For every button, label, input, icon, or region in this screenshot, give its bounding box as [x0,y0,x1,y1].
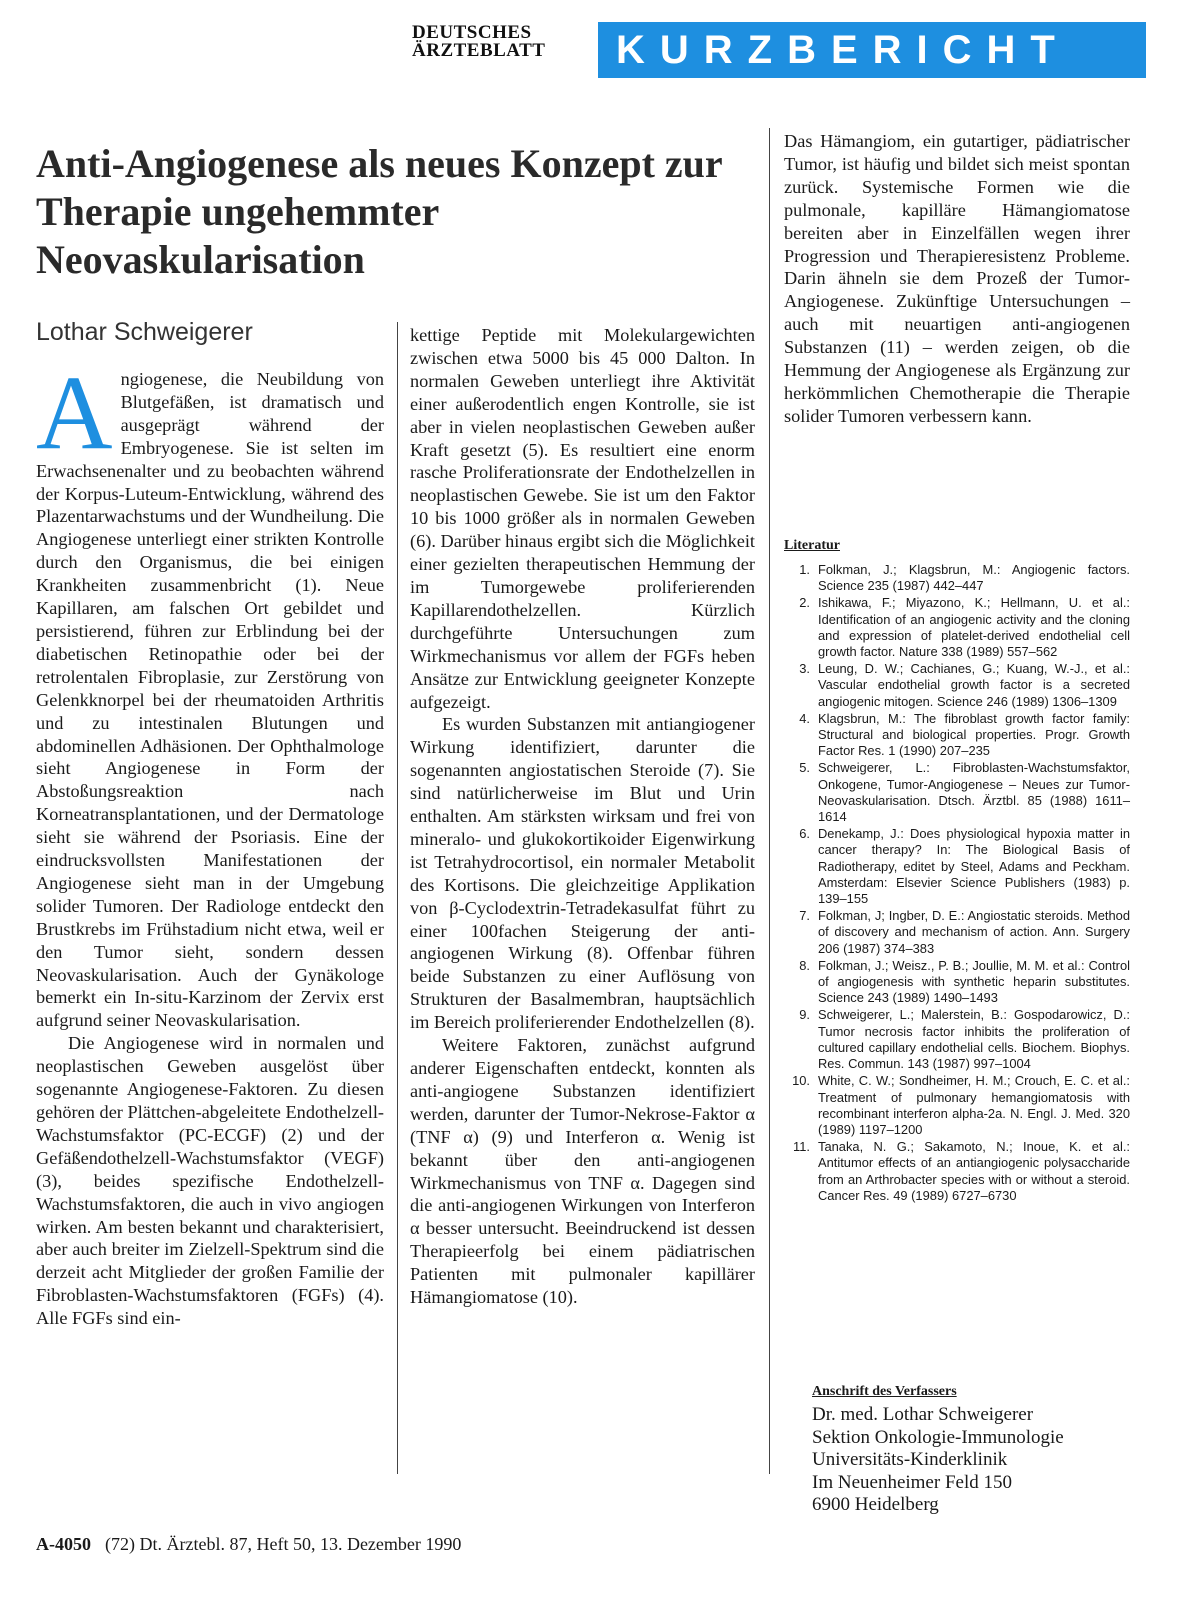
column-rule-2 [769,128,770,1474]
reference-number: 8. [799,957,810,973]
reference-item [784,1073,1130,1138]
address-line: 6900 Heidelberg [812,1494,939,1515]
section-label: KURZBERICHT [598,22,1146,78]
reference-text: Leung, D. W.; Cachianes, G.; Kuang, W.-J., et al.: Vascular endothelial growth factor is a secreted angiogenic mitogen. Science 246 (1989) 1306–1309 [818,661,1130,709]
paragraph-1 [36,354,384,1032]
reference-number: 2. [799,595,810,611]
article-title: Anti-Angiogenese als neues Konzept zur Therapie ungehemmter Neovaskularisation [36,141,722,282]
author-address [812,1404,1064,1517]
reference-text: Denekamp, J.: Does physiological hypoxia matter in cancer therapy? In: The Biological Basis of Radiotherapy, editet by Steel, Adams and Peckham. Amsterdam: Elsevier Science Publishers (1983) p. 139–155 [818,826,1130,907]
paragraph-2: Die Angiogenese wird in normalen und neoplastischen Geweben ausgelöst über sogenannte Angiogenese-Faktoren. Zu diesen gehören der Plättchen-abgeleitete Endothelzell-Wachstumsfaktor (PC-ECGF) (2) und der Gefäßendothelzell-Wachstumsfaktor (VEGF) (3), beides spezifische Endothelzell-Wachstumsfaktoren, die auch in vivo angiogen wirken. Am besten bekannt und charakterisiert, aber auch breiter im Zielzell-Spektrum sind die derzeit acht Mitglieder der großen Familie der Fibroblasten-Wachstumsfaktoren (FGFs) (4). Alle FGFs sind ein- [36,1033,384,1329]
paragraph-3: kettige Peptide mit Molekulargewichten zwischen etwa 5000 bis 45 000 Dalton. In normalen Geweben unterliegt ihre Aktivität einer außerodentlich engen Kontrolle, sie ist aber in vielen neoplastischen Geweben außer Kraft gesetzt (5). Es resultiert eine enorm rasche Proliferationsrate der Endothelzellen in neoplastischen Gewebe. Sie ist um den Faktor 10 bis 1000 größer als in normalen Geweben (6). Darüber hinaus ergibt sich die Möglichkeit einer gezielten therapeutischen Hemmung der im Tumorgewebe proliferierenden Kapillarendothelzellen. Kürzlich durchgeführte Untersuchungen zum Wirkmechanismus vor allem der FGFs heben Ansätze zur Entwicklung geeigneter Konzepte aufgezeigt. [410,325,755,712]
address-line: Dr. med. Lothar Schweigerer [812,1404,1034,1425]
address-line: Im Neuenheimer Feld 150 [812,1471,1012,1493]
reference-item [784,562,1130,594]
reference-number: 11. [793,1139,810,1155]
masthead-line-2: ÄRZTEBLATT [412,40,546,61]
reference-text: Folkman, J.; Klagsbrun, M.: Angiogenic factors. Science 235 (1987) 442–447 [818,562,1130,594]
page-number: A-4050 [36,1534,91,1554]
paragraph-4: Es wurden Substanzen mit antiangiogener Wirkung identifiziert, darunter die sogenannten angiostatischen Steroide (7). Sie sind natürlicherweise im Blut und Urin enthalten. Am stärksten wirksam und frei von mineralo- und glukokortikoider Eigenwirkung ist Tetrahydrocortisol, ein normaler Metabolit des Kortisons. Die gleichzeitige Applikation von β-Cyclodextrin-Tetradekasulfat führt zu einer 100fachen Steigerung der anti-angiogenen Wirkung (8). Offenbar führen beide Substanzen zu einer Auflösung von Strukturen der Basalmembran, hauptsächlich im Bereich proliferierender Endothelzellen (8). [410,714,755,1033]
reference-item [784,908,1130,957]
reference-item [784,826,1130,907]
drop-cap: A [36,354,113,471]
reference-text: Folkman, J; Ingber, D. E.: Angiostatic steroids. Method of discovery and mechanism of action. Ann. Surgery 206 (1987) 374–383 [818,908,1130,956]
body-column-1 [36,354,384,1330]
reference-text: Schweigerer, L.; Malerstein, B.: Gospodarowicz, D.: Tumor necrosis factor inhibits the proliferation of cultured capillary endothelial cells. Biochem. Biophys. Res. Commun. 143 (1987) 997–1004 [818,1007,1130,1072]
address-line: Universitäts-Kinderklinik [812,1449,1008,1470]
reference-item [784,595,1130,660]
reference-number: 3. [799,661,810,677]
literatur-heading: Literatur [784,538,840,553]
body-column-3 [784,130,1130,428]
reference-text: White, C. W.; Sondheimer, H. M.; Crouch, E. C. et al.: Treatment of pulmonary hemangiomatosis with recombinant interferon alpha-2a. N. Engl. J. Med. 320 (1989) 1197–1200 [818,1073,1130,1137]
reference-number: 10. [792,1073,810,1089]
column-rule-1 [397,322,398,1474]
masthead-line-1: DEUTSCHES [412,22,532,43]
address-line: Sektion Onkologie-Immunologie [812,1426,1064,1448]
reference-item [784,661,1130,710]
paragraph-6: Das Hämangiom, ein gutartiger, pädiatrischer Tumor, ist häufig und bildet sich meist spontan zurück. Systemische Formen wie die pulmonale, kapilläre Hämangiomatose bereiten aber in Einzelfällen wegen ihrer Progression und Therapieresistenz Probleme. Darin ähneln sie dem Prozeß der Tumor-Angiogenese. Zukünftige Untersuchungen – auch mit neuartigen anti-angiogenen Substanzen (11) – werden zeigen, ob die Hemmung der Angiogenese als Ergänzung zur herkömmlichen Chemotherapie die Therapie solider Tumoren verbessern kann. [784,131,1130,426]
reference-number: 5. [799,760,810,776]
reference-number: 9. [799,1007,810,1023]
reference-item [784,958,1130,1007]
reference-text: Ishikawa, F.; Miyazono, K.; Hellmann, U. et al.: Identification of an angiogenic activity and the cloning and expression of platelet-derived endothelial cell growth factor. Nature 338 (1989) 557–562 [818,595,1130,660]
reference-item [784,1139,1130,1204]
reference-text: Klagsbrun, M.: The fibroblast growth factor family: Structural and biological properties. Progr. Growth Factor Res. 1 (1990) 207–235 [818,710,1130,759]
body-column-2 [410,324,755,1309]
paragraph-1-text: ngiogenese, die Neubildung von Blutgefäßen, ist dramatisch und ausgeprägt während der Embryogenese. Sie ist selten im Erwachsenenalter und zu beobachten während der Korpus-Luteum-Entwicklung, während des Plazentarwachstums und der Wundheilung. Die Angiogenese unterliegt einer strikten Kontrolle durch den Organismus, die bei einigen Krankheiten zusammenbricht (1). Neue Kapillaren, am falschen Ort gebildet und persistierend, führen zur Erblindung bei der diabetischen Retinopathie oder bei der retrolentalen Fibroplasie, zur Zerstörung von Gelenkknorpel bei der rheumatoiden Arthritis und zu intestinalen Blutungen und abdominellen Adhäsionen. Der Ophthalmologe sieht Angiogenese in Form der Abstoßungsreaktion nach Korneatransplantationen, und der Dermatologe sieht sie während der Psoriasis. Eine der eindrucksvollsten Manifestationen der Angiogenese sieht man in der Umgebung solider Tumoren. Der Radiologe entdeckt den Brustkrebs im Frühstadium nicht etwa, weil er den Tumor sieht, sondern dessen Neovaskularisation. Auch der Gynäkologe bemerkt ein In-situ-Karzinom der Zervix erst aufgrund seiner Neovaskularisation. [36,369,384,1031]
reference-number: 1. [799,562,810,577]
reference-text: Folkman, J.; Weisz., P. B.; Joullie, M. M. et al.: Control of angiogenesis with synthetic heparin substitutes. Science 243 (1989) 1490–1493 [818,957,1130,1006]
reference-list [784,562,1130,1205]
masthead [412,24,582,60]
reference-item [784,1007,1130,1072]
paragraph-5: Weitere Faktoren, zunächst aufgrund anderer Eigenschaften entdeckt, konnten als anti-angiogene Substanzen identifiziert werden, darunter der Tumor-Nekrose-Faktor α (TNF α) (9) und Interferon α. Wenig ist bekannt über den anti-angiogenen Wirkmechanismus von TNF α. Dagegen sind die anti-angiogenen Wirkungen von Interferon α besser untersucht. Beeindruckend ist dessen Therapieerfolg bei einem pädiatrischen Patienten mit pulmonaler kapillärer Hämangiomatose (10). [410,1035,755,1308]
journal-citation: (72) Dt. Ärztebl. 87, Heft 50, 13. Dezember 1990 [105,1534,462,1554]
author-name: Lothar Schweigerer [36,318,253,346]
reference-number: 7. [799,908,810,924]
address-heading: Anschrift des Verfassers [812,1384,957,1399]
reference-text: Schweigerer, L.: Fibroblasten-Wachstumsfaktor, Onkogene, Tumor-Angiogenese – Neues zur Tumor-Neovaskularisation. Dtsch. Ärztbl. 85 (1988) 1611–1614 [818,760,1130,825]
reference-number: 4. [799,710,810,726]
page-footer [36,1534,461,1555]
reference-number: 6. [799,826,810,842]
reference-item [784,760,1130,825]
reference-text: Tanaka, N. G.; Sakamoto, N.; Inoue, K. et al.: Antitumor effects of an antiangiogenic polysaccharide from an Arthrobacter species with or without a steroid. Cancer Res. 49 (1989) 6727–6730 [818,1139,1130,1203]
reference-item [784,711,1130,760]
